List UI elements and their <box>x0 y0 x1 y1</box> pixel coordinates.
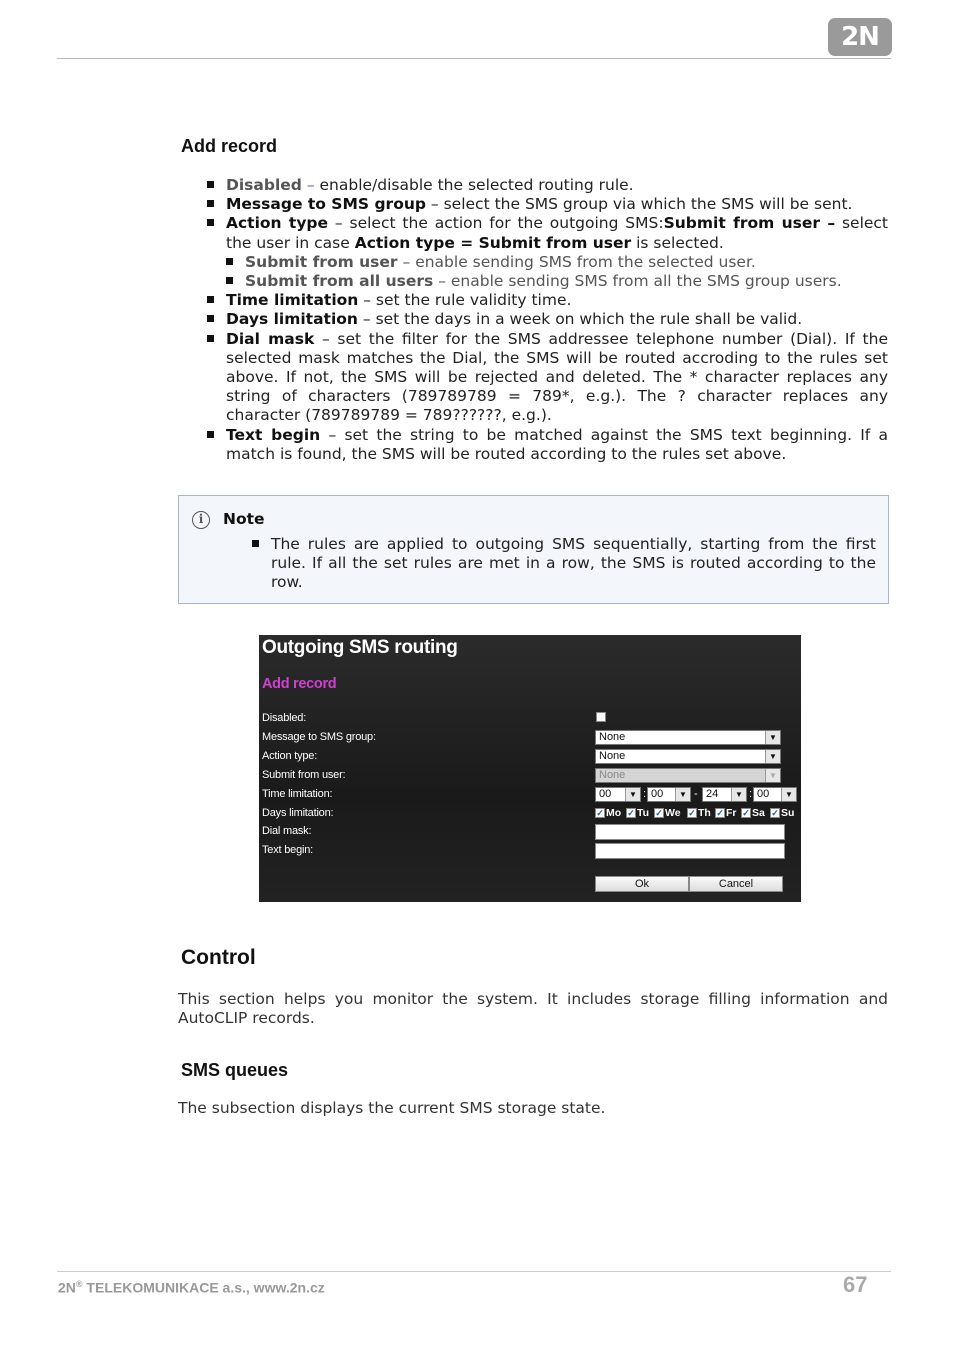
day-checkbox-mo[interactable]: ✓ Mo <box>596 807 622 819</box>
chevron-down-icon: ▼ <box>675 788 690 801</box>
chevron-down-icon: ▼ <box>625 788 640 801</box>
chevron-down-icon: ▼ <box>781 788 796 801</box>
cancel-button[interactable]: Cancel <box>689 876 783 892</box>
disabled-checkbox[interactable] <box>596 712 606 722</box>
day-checkbox-we[interactable]: ✓ We <box>655 807 681 819</box>
screenshot-subtitle: Add record <box>262 676 337 692</box>
ok-button[interactable]: Ok <box>595 876 689 892</box>
note-title: Note <box>223 510 265 528</box>
text-begin-label: Text begin: <box>262 844 314 856</box>
time-to-hour-select[interactable]: 24 ▼ <box>702 787 747 802</box>
list-item: Message to SMS group – select the SMS group via which the SMS will be sent. <box>207 195 888 214</box>
action-type-select[interactable]: None ▼ <box>595 749 781 764</box>
brand-logo: 2N <box>828 18 892 56</box>
check-icon: ✓ <box>771 808 779 818</box>
section-heading-sms-queues: SMS queues <box>181 1060 289 1080</box>
note-box <box>178 495 889 604</box>
list-item: Text begin – set the string to be matched against the SMS text beginning. If a match is found, the SMS will be routed according to the rules set above. <box>207 426 888 464</box>
check-icon: ✓ <box>627 808 635 818</box>
check-icon: ✓ <box>716 808 724 818</box>
check-icon: ✓ <box>688 808 696 818</box>
time-from-hour-select[interactable]: 00 ▼ <box>595 787 641 802</box>
group-select[interactable]: None ▼ <box>595 730 781 745</box>
header-rule <box>57 58 891 59</box>
time-limitation-label: Time limitation: <box>262 788 333 800</box>
group-label: Message to SMS group: <box>262 731 376 743</box>
chevron-down-icon: ▼ <box>765 731 780 744</box>
days-limitation-label: Days limitation: <box>262 807 334 819</box>
dial-mask-input[interactable] <box>595 824 785 840</box>
footer-rule <box>57 1271 891 1272</box>
day-checkbox-fr[interactable]: ✓ Fr <box>716 807 737 819</box>
list-item: Submit from user – enable sending SMS from the selected user. <box>226 253 888 272</box>
day-checkbox-th[interactable]: ✓ Th <box>688 807 711 819</box>
info-icon: i <box>192 511 210 529</box>
dial-mask-label: Dial mask: <box>262 825 312 837</box>
chevron-down-icon: ▼ <box>765 750 780 763</box>
sms-queues-paragraph: The subsection displays the current SMS storage state. <box>178 1099 606 1117</box>
list-item: Dial mask – set the filter for the SMS addressee telephone number (Dial). If the selected mask matches the Dial, the SMS will be routed accroding to the rules set above. If not, the SMS will be rejected and deleted. The * character replaces any string of characters (789789789 = 789*, e.g.). The ? character replaces any character (789789789 = 789??????, e.g.). <box>207 330 888 426</box>
text-begin-input[interactable] <box>595 843 785 859</box>
page-number: 67 <box>843 1272 868 1297</box>
list-item: The rules are applied to outgoing SMS sequentially, starting from the first rule. If all the set rules are met in a row, the SMS is routed according to the row. <box>252 535 876 593</box>
screenshot-title: Outgoing SMS routing <box>262 637 458 658</box>
time-to-minute-select[interactable]: 00 ▼ <box>753 787 797 802</box>
section-heading-control: Control <box>181 946 256 969</box>
outgoing-sms-routing-screenshot <box>259 635 801 902</box>
chevron-down-icon: ▼ <box>731 788 746 801</box>
list-item: Action type – select the action for the outgoing SMS:Submit from user – select the user in case Action type = Submit from user is selected. Submit from user – enable sending SMS from the selected user. Submit from all users – enable sending SMS from all the SMS group users. <box>207 214 888 291</box>
check-icon: ✓ <box>742 808 750 818</box>
day-checkbox-tu[interactable]: ✓ Tu <box>627 807 650 819</box>
list-item: Disabled – enable/disable the selected routing rule. <box>207 176 888 195</box>
list-item: Time limitation – set the rule validity time. <box>207 291 888 310</box>
check-icon: ✓ <box>655 808 663 818</box>
footer-company: 2N® TELEKOMUNIKACE a.s., www.2n.cz <box>58 1279 325 1296</box>
action-type-label: Action type: <box>262 750 318 762</box>
section-heading-add-record: Add record <box>181 136 278 156</box>
submit-user-select: None ▼ <box>595 768 781 783</box>
submit-user-label: Submit from user: <box>262 769 346 781</box>
time-separator: : <box>643 788 647 800</box>
time-range-separator: - <box>694 788 698 800</box>
note-list <box>252 535 876 593</box>
time-from-minute-select[interactable]: 00 ▼ <box>647 787 691 802</box>
day-checkbox-sa[interactable]: ✓ Sa <box>742 807 765 819</box>
time-separator: : <box>749 788 753 800</box>
check-icon: ✓ <box>596 808 604 818</box>
list-item: Days limitation – set the days in a week on which the rule shall be valid. <box>207 310 888 329</box>
disabled-label: Disabled: <box>262 712 307 724</box>
day-checkbox-su[interactable]: ✓ Su <box>771 807 795 819</box>
action-type-sublist <box>226 253 888 291</box>
list-item: Submit from all users – enable sending SMS from all the SMS group users. <box>226 272 888 291</box>
control-paragraph: This section helps you monitor the system. It includes storage filling information and AutoCLIP records. <box>178 990 888 1028</box>
chevron-down-icon: ▼ <box>765 769 780 782</box>
add-record-list <box>207 176 888 464</box>
